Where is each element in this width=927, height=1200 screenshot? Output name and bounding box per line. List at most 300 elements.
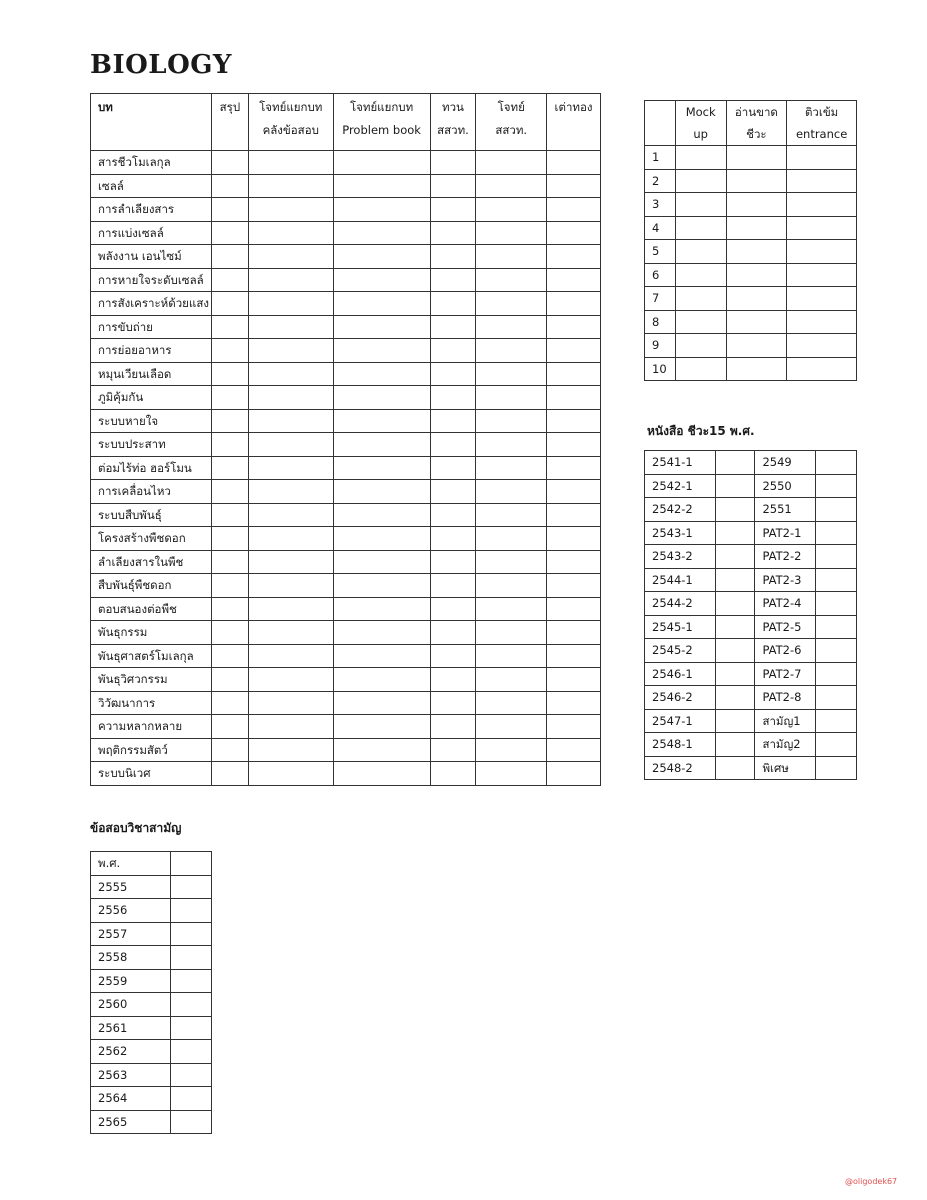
- check-cell[interactable]: [333, 268, 430, 292]
- check-cell[interactable]: [547, 691, 601, 715]
- check-cell[interactable]: [248, 386, 333, 410]
- check-cell[interactable]: [171, 1087, 212, 1111]
- check-cell[interactable]: [248, 409, 333, 433]
- check-cell[interactable]: [171, 1063, 212, 1087]
- check-cell[interactable]: [430, 738, 476, 762]
- check-cell[interactable]: [211, 292, 248, 316]
- chapter-name: ลำเลียงสารในพืช: [91, 550, 212, 574]
- table-row: [645, 357, 857, 381]
- table-row: [645, 310, 857, 334]
- check-cell[interactable]: [726, 146, 787, 170]
- check-cell[interactable]: [726, 240, 787, 264]
- check-cell[interactable]: [248, 574, 333, 598]
- table-row: [91, 597, 601, 621]
- check-cell[interactable]: [547, 621, 601, 645]
- chapter-name: การหายใจระดับเซลล์: [91, 268, 212, 292]
- check-cell[interactable]: [476, 738, 547, 762]
- check-cell[interactable]: [547, 503, 601, 527]
- check-cell[interactable]: [726, 216, 787, 240]
- check-cell[interactable]: [816, 709, 857, 733]
- check-cell[interactable]: [171, 922, 212, 946]
- check-cell[interactable]: [726, 334, 787, 358]
- book-section-heading: หนังสือ ชีวะ15 พ.ศ.: [647, 424, 755, 438]
- check-cell[interactable]: [547, 644, 601, 668]
- check-cell[interactable]: [675, 193, 726, 217]
- check-cell[interactable]: [248, 691, 333, 715]
- book-year: 2546-1: [645, 662, 716, 686]
- check-cell[interactable]: [787, 216, 857, 240]
- book-year: 2542-2: [645, 498, 716, 522]
- check-cell[interactable]: [547, 550, 601, 574]
- header-line: บท: [98, 100, 113, 114]
- check-cell[interactable]: [248, 621, 333, 645]
- book-year: 2545-2: [645, 639, 716, 663]
- check-cell[interactable]: [248, 597, 333, 621]
- check-cell[interactable]: [476, 221, 547, 245]
- exam-year: 2564: [91, 1087, 171, 1111]
- check-cell[interactable]: [248, 527, 333, 551]
- column-header: [476, 94, 547, 151]
- check-cell[interactable]: [211, 574, 248, 598]
- check-cell[interactable]: [547, 292, 601, 316]
- check-cell[interactable]: [171, 993, 212, 1017]
- table-row: [645, 709, 857, 733]
- check-cell[interactable]: [547, 315, 601, 339]
- check-cell[interactable]: [547, 456, 601, 480]
- check-cell[interactable]: [171, 1016, 212, 1040]
- check-cell[interactable]: [787, 287, 857, 311]
- check-cell[interactable]: [816, 568, 857, 592]
- check-cell[interactable]: [333, 433, 430, 457]
- table-row: [91, 1016, 212, 1040]
- check-cell[interactable]: [333, 480, 430, 504]
- check-cell[interactable]: [333, 503, 430, 527]
- check-cell[interactable]: [211, 151, 248, 175]
- exam-section-heading: ข้อสอบวิชาสามัญ: [90, 821, 182, 835]
- check-cell[interactable]: [715, 568, 755, 592]
- check-cell[interactable]: [547, 198, 601, 222]
- check-cell[interactable]: [726, 263, 787, 287]
- check-cell[interactable]: [211, 268, 248, 292]
- check-cell[interactable]: [333, 315, 430, 339]
- check-cell[interactable]: [476, 527, 547, 551]
- check-cell[interactable]: [248, 480, 333, 504]
- check-cell[interactable]: [816, 639, 857, 663]
- check-cell[interactable]: [430, 621, 476, 645]
- check-cell[interactable]: [248, 715, 333, 739]
- check-cell[interactable]: [430, 245, 476, 269]
- mock-number: 6: [645, 263, 676, 287]
- column-header: [645, 101, 676, 146]
- check-cell[interactable]: [211, 386, 248, 410]
- check-cell[interactable]: [211, 245, 248, 269]
- header-line: entrance: [795, 127, 848, 141]
- check-cell[interactable]: [211, 433, 248, 457]
- check-cell[interactable]: [248, 362, 333, 386]
- check-cell[interactable]: [675, 287, 726, 311]
- book-year: 2549: [755, 451, 816, 475]
- check-cell[interactable]: [211, 762, 248, 786]
- book-year: PAT2-5: [755, 615, 816, 639]
- table-row: [91, 762, 601, 786]
- header-line: สสวท.: [437, 123, 469, 137]
- check-cell[interactable]: [816, 756, 857, 780]
- book-year: 2543-2: [645, 545, 716, 569]
- check-cell[interactable]: [547, 715, 601, 739]
- column-header: [726, 101, 787, 146]
- check-cell[interactable]: [816, 498, 857, 522]
- check-cell[interactable]: [816, 474, 857, 498]
- check-cell[interactable]: [715, 662, 755, 686]
- check-cell[interactable]: [248, 221, 333, 245]
- check-cell[interactable]: [430, 715, 476, 739]
- table-row: [91, 969, 212, 993]
- check-cell[interactable]: [547, 221, 601, 245]
- check-cell[interactable]: [675, 169, 726, 193]
- check-cell[interactable]: [211, 527, 248, 551]
- check-cell[interactable]: [787, 146, 857, 170]
- check-cell[interactable]: [787, 357, 857, 381]
- check-cell[interactable]: [816, 662, 857, 686]
- check-cell[interactable]: [476, 362, 547, 386]
- table-row: [645, 287, 857, 311]
- check-cell[interactable]: [430, 339, 476, 363]
- check-cell[interactable]: [248, 456, 333, 480]
- check-cell[interactable]: [333, 174, 430, 198]
- check-cell[interactable]: [333, 339, 430, 363]
- check-cell[interactable]: [248, 315, 333, 339]
- check-cell[interactable]: [211, 362, 248, 386]
- check-cell[interactable]: [715, 686, 755, 710]
- header-line: ติวเข้ม: [804, 105, 839, 119]
- chapter-name: สารชีวโมเลกุล: [91, 151, 212, 175]
- header-line: เต่าทอง: [554, 100, 593, 114]
- chapter-name: พันธุกรรม: [91, 621, 212, 645]
- check-cell[interactable]: [787, 334, 857, 358]
- mock-number: 9: [645, 334, 676, 358]
- check-cell[interactable]: [547, 245, 601, 269]
- check-cell[interactable]: [333, 151, 430, 175]
- check-cell[interactable]: [476, 574, 547, 598]
- check-cell[interactable]: [211, 668, 248, 692]
- book-year: 2550: [755, 474, 816, 498]
- check-cell[interactable]: [211, 550, 248, 574]
- check-cell[interactable]: [547, 527, 601, 551]
- check-cell[interactable]: [816, 521, 857, 545]
- check-cell[interactable]: [476, 151, 547, 175]
- check-cell[interactable]: [726, 357, 787, 381]
- check-cell[interactable]: [248, 644, 333, 668]
- check-cell[interactable]: [675, 146, 726, 170]
- check-cell[interactable]: [726, 193, 787, 217]
- check-cell[interactable]: [476, 198, 547, 222]
- check-cell[interactable]: [715, 592, 755, 616]
- check-cell[interactable]: [715, 545, 755, 569]
- check-cell[interactable]: [248, 245, 333, 269]
- check-cell[interactable]: [476, 245, 547, 269]
- check-cell[interactable]: [333, 292, 430, 316]
- check-cell[interactable]: [476, 691, 547, 715]
- check-cell[interactable]: [715, 474, 755, 498]
- table-row: [645, 498, 857, 522]
- check-cell[interactable]: [430, 315, 476, 339]
- check-cell[interactable]: [333, 456, 430, 480]
- check-cell[interactable]: [333, 245, 430, 269]
- check-cell[interactable]: [476, 621, 547, 645]
- check-cell[interactable]: [211, 621, 248, 645]
- check-cell[interactable]: [476, 174, 547, 198]
- check-cell[interactable]: [787, 193, 857, 217]
- check-cell[interactable]: [476, 503, 547, 527]
- header-line: สสวท.: [495, 123, 528, 137]
- check-cell[interactable]: [787, 169, 857, 193]
- check-cell[interactable]: [211, 339, 248, 363]
- check-cell[interactable]: [333, 668, 430, 692]
- check-cell[interactable]: [248, 198, 333, 222]
- check-cell[interactable]: [211, 198, 248, 222]
- header-line: คลังข้อสอบ: [262, 123, 319, 137]
- check-cell[interactable]: [333, 738, 430, 762]
- check-cell[interactable]: [787, 263, 857, 287]
- check-cell[interactable]: [476, 268, 547, 292]
- check-cell[interactable]: [430, 527, 476, 551]
- check-cell[interactable]: [430, 362, 476, 386]
- check-cell[interactable]: [430, 762, 476, 786]
- book-year: 2547-1: [645, 709, 716, 733]
- check-cell[interactable]: [333, 198, 430, 222]
- column-header: [675, 101, 726, 146]
- check-cell[interactable]: [211, 644, 248, 668]
- check-cell[interactable]: [726, 287, 787, 311]
- book-year: PAT2-1: [755, 521, 816, 545]
- check-cell[interactable]: [476, 456, 547, 480]
- check-cell[interactable]: [248, 433, 333, 457]
- check-cell[interactable]: [333, 621, 430, 645]
- check-cell[interactable]: [430, 221, 476, 245]
- header-line: Problem book: [342, 123, 421, 137]
- check-cell[interactable]: [211, 691, 248, 715]
- check-cell[interactable]: [816, 592, 857, 616]
- check-cell[interactable]: [333, 527, 430, 551]
- table-header-row: [645, 101, 857, 146]
- chapter-name: ระบบนิเวศ: [91, 762, 212, 786]
- chapter-name: โครงสร้างพืชดอก: [91, 527, 212, 551]
- check-cell[interactable]: [333, 550, 430, 574]
- check-cell[interactable]: [715, 451, 755, 475]
- check-cell[interactable]: [430, 644, 476, 668]
- check-cell[interactable]: [430, 292, 476, 316]
- book-year: สามัญ1: [755, 709, 816, 733]
- check-cell[interactable]: [547, 268, 601, 292]
- check-cell[interactable]: [248, 151, 333, 175]
- check-cell[interactable]: [430, 151, 476, 175]
- check-cell[interactable]: [726, 169, 787, 193]
- check-cell[interactable]: [211, 738, 248, 762]
- check-cell[interactable]: [547, 339, 601, 363]
- table-row: [91, 899, 212, 923]
- check-cell[interactable]: [787, 310, 857, 334]
- check-cell[interactable]: [726, 310, 787, 334]
- check-cell[interactable]: [675, 263, 726, 287]
- check-cell[interactable]: [333, 362, 430, 386]
- check-cell[interactable]: [430, 574, 476, 598]
- check-cell[interactable]: [333, 221, 430, 245]
- book-year: 2544-1: [645, 568, 716, 592]
- check-cell[interactable]: [333, 644, 430, 668]
- check-cell[interactable]: [547, 480, 601, 504]
- check-cell[interactable]: [430, 198, 476, 222]
- check-cell[interactable]: [675, 334, 726, 358]
- check-cell[interactable]: [547, 433, 601, 457]
- check-cell[interactable]: [787, 240, 857, 264]
- header-line: ชีวะ: [746, 127, 767, 141]
- table-row: [91, 527, 601, 551]
- check-cell[interactable]: [211, 715, 248, 739]
- check-cell[interactable]: [547, 151, 601, 175]
- table-row: [91, 1087, 212, 1111]
- check-cell[interactable]: [476, 433, 547, 457]
- chapter-name: ตอบสนองต่อพืช: [91, 597, 212, 621]
- table-row: [91, 292, 601, 316]
- check-cell[interactable]: [476, 762, 547, 786]
- check-cell[interactable]: [333, 386, 430, 410]
- check-cell[interactable]: [476, 668, 547, 692]
- check-cell[interactable]: [248, 550, 333, 574]
- check-cell[interactable]: [211, 174, 248, 198]
- check-cell[interactable]: [430, 597, 476, 621]
- check-cell[interactable]: [430, 174, 476, 198]
- check-cell[interactable]: [248, 339, 333, 363]
- check-cell[interactable]: [476, 409, 547, 433]
- check-cell[interactable]: [476, 480, 547, 504]
- check-cell[interactable]: [675, 216, 726, 240]
- exam-year: 2563: [91, 1063, 171, 1087]
- check-cell[interactable]: [476, 715, 547, 739]
- check-cell[interactable]: [248, 174, 333, 198]
- check-cell[interactable]: [430, 433, 476, 457]
- check-cell[interactable]: [430, 480, 476, 504]
- check-cell[interactable]: [816, 686, 857, 710]
- check-cell[interactable]: [816, 545, 857, 569]
- table-row: [645, 146, 857, 170]
- check-cell[interactable]: [547, 174, 601, 198]
- check-cell[interactable]: [816, 451, 857, 475]
- table-row: [91, 456, 601, 480]
- check-cell[interactable]: [547, 386, 601, 410]
- check-cell[interactable]: [248, 268, 333, 292]
- check-cell[interactable]: [430, 409, 476, 433]
- check-cell[interactable]: [171, 875, 212, 899]
- check-cell[interactable]: [171, 969, 212, 993]
- check-cell[interactable]: [211, 315, 248, 339]
- table-row: [645, 451, 857, 475]
- check-cell[interactable]: [211, 409, 248, 433]
- check-cell[interactable]: [333, 691, 430, 715]
- check-cell[interactable]: [715, 639, 755, 663]
- check-cell[interactable]: [675, 357, 726, 381]
- book-year: 2542-1: [645, 474, 716, 498]
- check-cell[interactable]: [715, 756, 755, 780]
- check-cell[interactable]: [715, 709, 755, 733]
- check-cell[interactable]: [430, 691, 476, 715]
- check-cell[interactable]: [248, 503, 333, 527]
- check-cell[interactable]: [715, 498, 755, 522]
- check-cell[interactable]: [547, 668, 601, 692]
- check-cell[interactable]: [476, 292, 547, 316]
- column-header: [91, 94, 212, 151]
- check-cell[interactable]: [211, 597, 248, 621]
- check-cell[interactable]: [476, 550, 547, 574]
- check-cell[interactable]: [816, 615, 857, 639]
- check-cell[interactable]: [171, 899, 212, 923]
- check-cell[interactable]: [248, 762, 333, 786]
- check-cell[interactable]: [333, 409, 430, 433]
- check-cell[interactable]: [547, 597, 601, 621]
- check-cell[interactable]: [547, 762, 601, 786]
- check-cell[interactable]: [547, 574, 601, 598]
- check-cell[interactable]: [333, 762, 430, 786]
- chapter-name: พันธุศาสตร์โมเลกุล: [91, 644, 212, 668]
- check-cell[interactable]: [476, 339, 547, 363]
- check-cell[interactable]: [816, 733, 857, 757]
- check-cell[interactable]: [333, 597, 430, 621]
- check-cell[interactable]: [675, 240, 726, 264]
- chapter-name: ระบบสืบพันธุ์: [91, 503, 212, 527]
- book-year: PAT2-4: [755, 592, 816, 616]
- check-cell[interactable]: [171, 946, 212, 970]
- check-cell[interactable]: [248, 738, 333, 762]
- check-cell[interactable]: [430, 268, 476, 292]
- check-cell[interactable]: [248, 292, 333, 316]
- check-cell[interactable]: [211, 456, 248, 480]
- check-cell[interactable]: [430, 386, 476, 410]
- check-cell[interactable]: [211, 221, 248, 245]
- check-cell[interactable]: [430, 456, 476, 480]
- check-cell[interactable]: [715, 615, 755, 639]
- check-cell[interactable]: [715, 521, 755, 545]
- check-cell: [171, 852, 212, 876]
- check-cell[interactable]: [430, 668, 476, 692]
- check-cell[interactable]: [476, 386, 547, 410]
- header-line: Mock: [685, 105, 716, 119]
- check-cell[interactable]: [476, 315, 547, 339]
- check-cell[interactable]: [171, 1110, 212, 1134]
- column-header: [547, 94, 601, 151]
- check-cell[interactable]: [547, 362, 601, 386]
- check-cell[interactable]: [430, 550, 476, 574]
- book-year: พิเศษ: [755, 756, 816, 780]
- check-cell[interactable]: [211, 480, 248, 504]
- check-cell[interactable]: [333, 574, 430, 598]
- chapter-name: เซลล์: [91, 174, 212, 198]
- check-cell[interactable]: [171, 1040, 212, 1064]
- check-cell[interactable]: [675, 310, 726, 334]
- check-cell[interactable]: [211, 503, 248, 527]
- check-cell[interactable]: [248, 668, 333, 692]
- check-cell[interactable]: [715, 733, 755, 757]
- table-row: [91, 1040, 212, 1064]
- check-cell[interactable]: [333, 715, 430, 739]
- check-cell[interactable]: [476, 644, 547, 668]
- chapter-name: การลำเลียงสาร: [91, 198, 212, 222]
- check-cell[interactable]: [547, 409, 601, 433]
- column-header: [248, 94, 333, 151]
- chapter-name: พลังงาน เอนไซม์: [91, 245, 212, 269]
- check-cell[interactable]: [430, 503, 476, 527]
- check-cell[interactable]: [547, 738, 601, 762]
- check-cell[interactable]: [476, 597, 547, 621]
- chapter-name: การเคลื่อนไหว: [91, 480, 212, 504]
